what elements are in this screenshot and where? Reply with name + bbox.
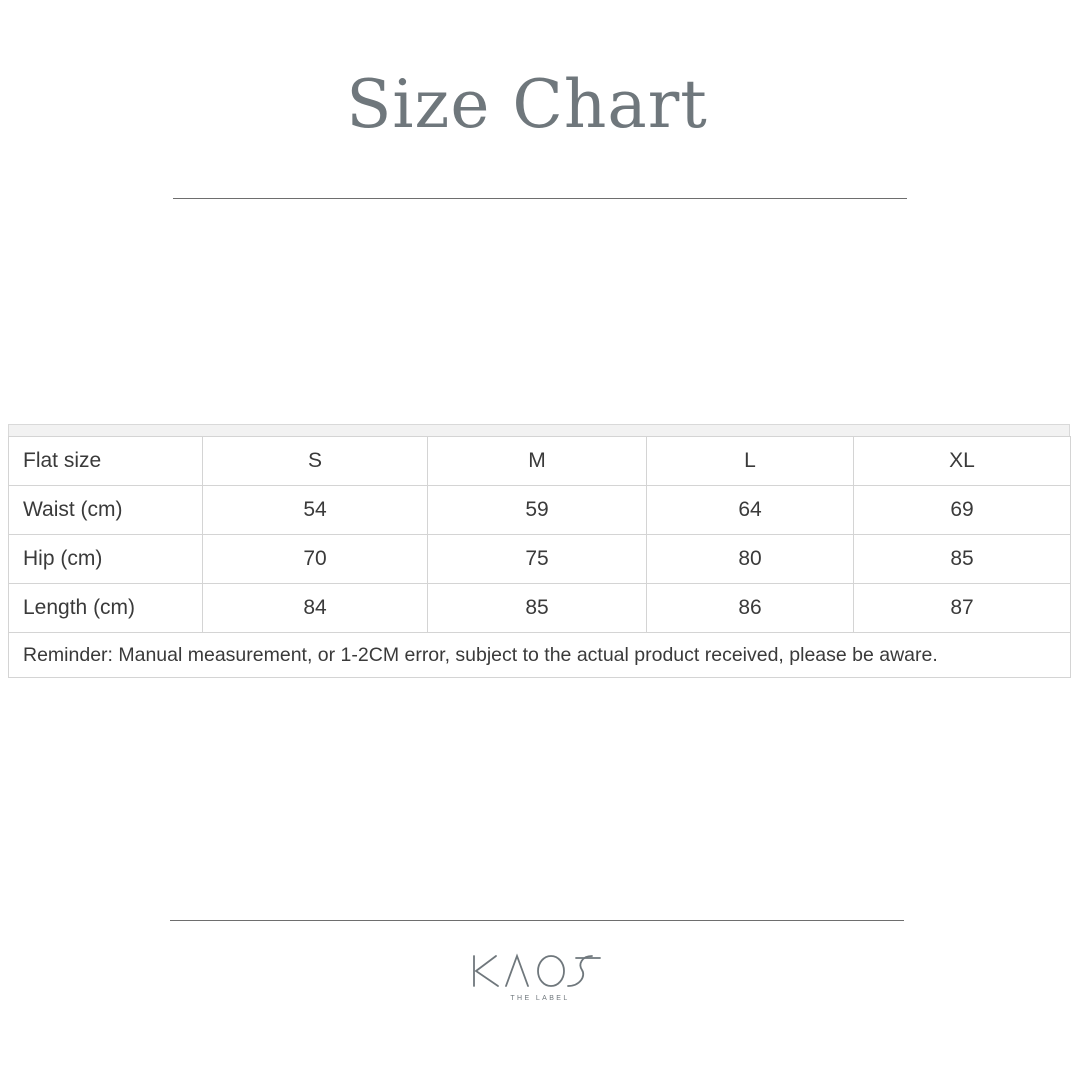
table-cell: 80 (647, 535, 854, 584)
table-row-label: Waist (cm) (9, 486, 203, 535)
table-row-label: Hip (cm) (9, 535, 203, 584)
table-row (9, 486, 1071, 535)
table-cell: 85 (428, 584, 647, 633)
table-cell: 70 (203, 535, 428, 584)
table-top-strip (8, 424, 1070, 436)
table-cell: 75 (428, 535, 647, 584)
table-header-cell: M (428, 437, 647, 486)
table-cell: 54 (203, 486, 428, 535)
brand-logo (0, 950, 1080, 1002)
table-header-cell: L (647, 437, 854, 486)
table-cell: 84 (203, 584, 428, 633)
size-table (8, 436, 1071, 678)
table-cell: 85 (854, 535, 1071, 584)
table-cell: 64 (647, 486, 854, 535)
table-cell: 59 (428, 486, 647, 535)
table-header-row (9, 437, 1071, 486)
size-table-container (8, 424, 1070, 678)
brand-tagline: THE LABEL (510, 995, 570, 1002)
table-row (9, 535, 1071, 584)
table-header-cell: XL (854, 437, 1071, 486)
top-divider (173, 198, 907, 199)
table-header-cell: S (203, 437, 428, 486)
table-cell: 69 (854, 486, 1071, 535)
kaos-logo-mark (470, 950, 610, 990)
table-cell: 86 (647, 584, 854, 633)
reminder-note: Reminder: Manual measurement, or 1-2CM error, subject to the actual product received, please be aware. (9, 633, 1071, 678)
bottom-divider (170, 920, 904, 921)
page-title: Size Chart (346, 66, 708, 143)
table-row-label: Length (cm) (9, 584, 203, 633)
table-cell: 87 (854, 584, 1071, 633)
table-row (9, 584, 1071, 633)
table-header-cell: Flat size (9, 437, 203, 486)
table-reminder-row (9, 633, 1071, 678)
